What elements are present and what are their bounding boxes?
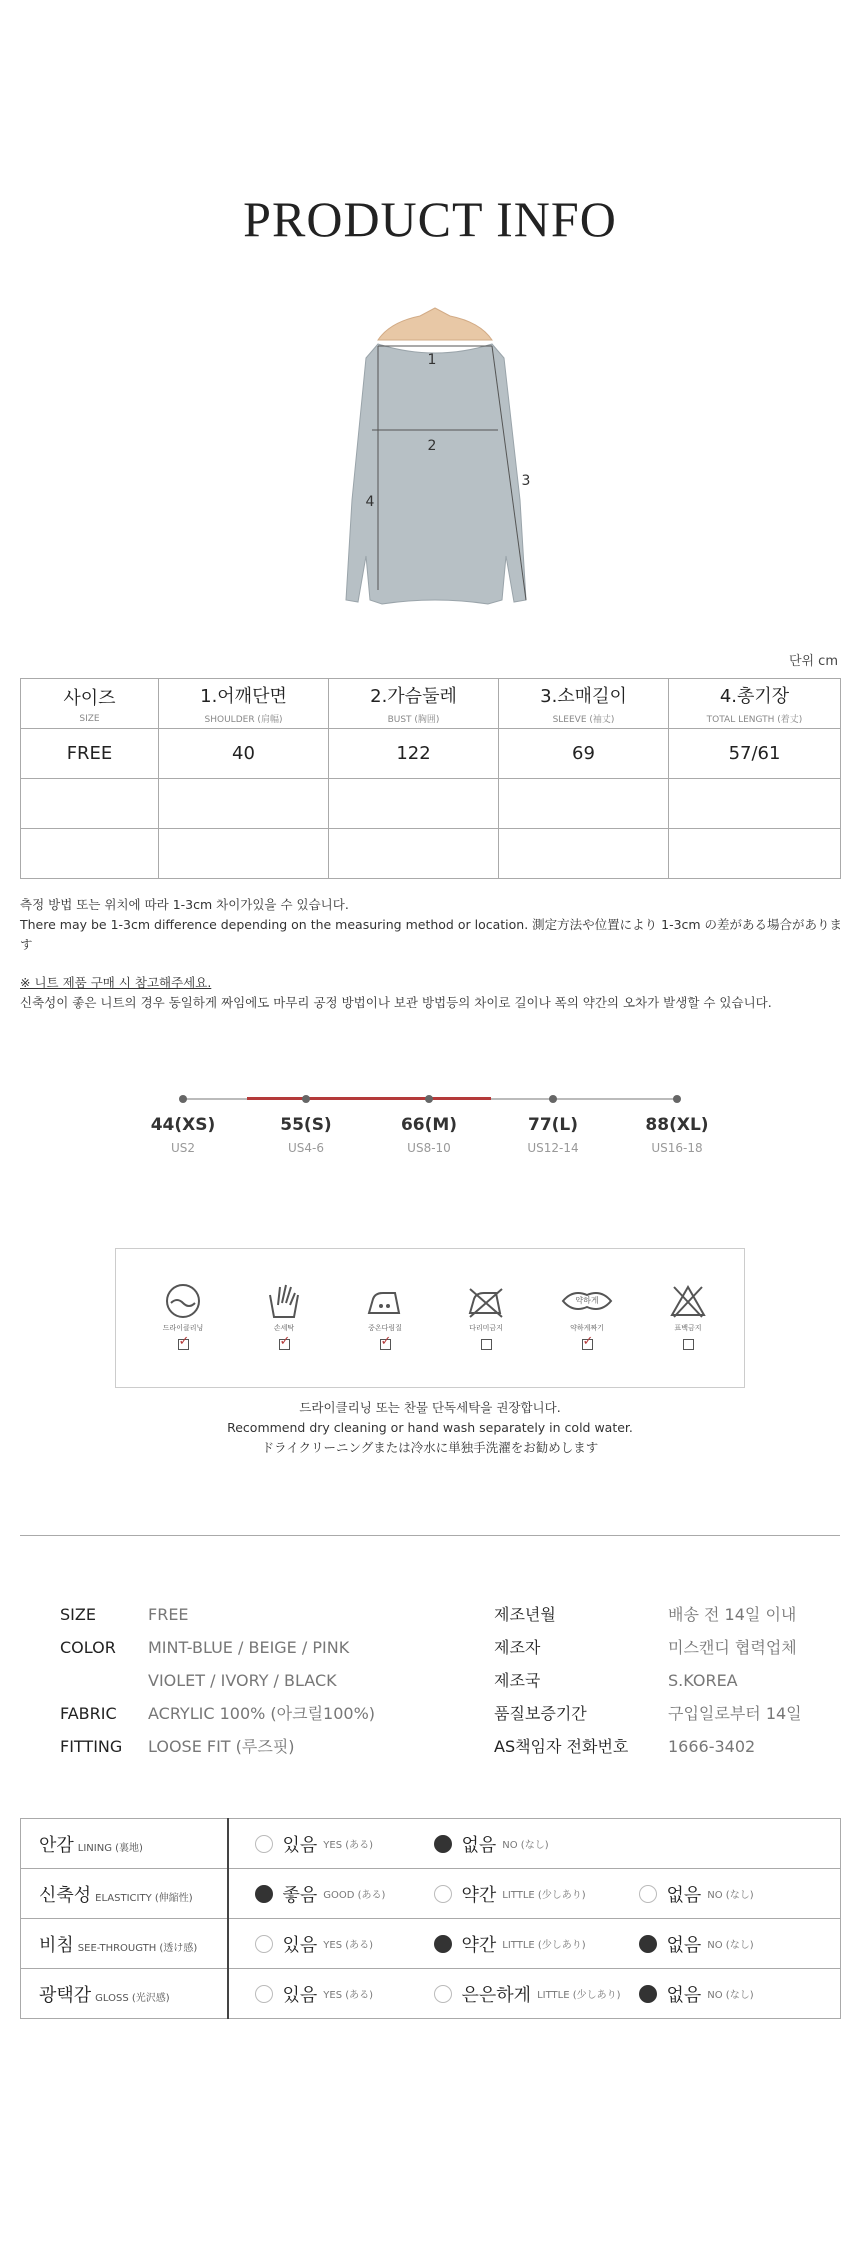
- table-row: [21, 779, 841, 829]
- property-label: 비침 SEE-THROUGTH (透け感): [21, 1919, 228, 1969]
- no-bleach-icon: [668, 1281, 708, 1321]
- radio-option: [434, 1985, 452, 2003]
- care-instructions-panel: [115, 1248, 745, 1388]
- scale-point: [423, 1093, 435, 1105]
- radio-option: [434, 1835, 452, 1853]
- radio-option: [255, 1835, 273, 1853]
- property-label: 안감 LINING (裏地): [21, 1819, 228, 1869]
- header-shoulder: 1.어깨단면 SHOULDER (肩幅): [159, 679, 329, 729]
- table-cell: [669, 779, 841, 829]
- property-option: 약간 LITTLE (少しあり): [408, 1919, 613, 1969]
- size-scale: [120, 1080, 740, 1190]
- spec-row: 제조년월 배송 전 14일 이내: [494, 1605, 797, 1624]
- spec-list-left: [60, 1598, 375, 1763]
- property-option: 없음 NO (なし): [613, 1969, 841, 2019]
- table-cell: 122: [329, 729, 499, 779]
- section-divider: [20, 1535, 840, 1536]
- property-option: 약간 LITTLE (少しあり): [408, 1869, 613, 1919]
- property-option: 있음 YES (ある): [228, 1919, 408, 1969]
- header-size: 사이즈 SIZE: [21, 679, 159, 729]
- property-option: 은은하게 LITTLE (少しあり): [408, 1969, 613, 2019]
- property-option: 있음 YES (ある): [228, 1969, 408, 2019]
- care-checkbox: [582, 1339, 593, 1350]
- page-title: PRODUCT INFO: [243, 191, 617, 247]
- iron-medium-icon: [365, 1281, 405, 1321]
- spec-row: AS책임자 전화번호 1666-3402: [494, 1737, 756, 1756]
- table-cell: [159, 779, 329, 829]
- property-option: 좋음 GOOD (ある): [228, 1869, 408, 1919]
- scale-point: [177, 1093, 189, 1105]
- radio-option: [639, 1885, 657, 1903]
- garment-measurement-diagram: [320, 300, 550, 620]
- care-item-no-bleach: 표백금지: [648, 1281, 728, 1350]
- care-checkbox: [481, 1339, 492, 1350]
- size-table-header: [21, 679, 841, 729]
- table-cell: [329, 779, 499, 829]
- radio-option: [434, 1935, 452, 1953]
- property-row-elasticity: [21, 1869, 841, 1919]
- measure-label-3: 3: [521, 473, 531, 489]
- knit-notice-title: ※ 니트 제품 구매 시 참고해주세요.: [20, 975, 212, 990]
- hand-wash-icon: [264, 1281, 304, 1321]
- measure-label-2: 2: [427, 438, 437, 454]
- scale-label-s: 55(S) US4-6: [280, 1115, 332, 1155]
- care-item-hand-wash: 손세탁 ✓: [244, 1281, 324, 1350]
- scale-label-xs: 44(XS) US2: [150, 1115, 216, 1155]
- care-checkbox: [380, 1339, 391, 1350]
- no-iron-icon: [466, 1281, 506, 1321]
- radio-option: [255, 1885, 273, 1903]
- spec-row: 제조국 S.KOREA: [494, 1671, 738, 1690]
- property-option: 없음 NO (なし): [408, 1819, 613, 1869]
- spec-list-right: [494, 1598, 802, 1763]
- wash-note: 드라이클리닝 또는 찬물 단독세탁을 권장합니다. Recommend dry cleaning or hand wash separately in cold water. ドライクリーニングまたは冷水に単独手洗濯をお勧めします: [227, 1400, 633, 1455]
- property-label: 광택감 GLOSS (光沢感): [21, 1969, 228, 2019]
- table-cell: [21, 829, 159, 879]
- svg-text:약하게: 약하게: [575, 1296, 599, 1305]
- header-total-length: 4.총기장 TOTAL LENGTH (着丈): [669, 679, 841, 729]
- spec-row: FITTING LOOSE FIT (루즈핏): [60, 1737, 295, 1756]
- care-item-dry-clean: 드라이클리닝 ✓: [143, 1281, 223, 1350]
- sweater-body: [346, 344, 526, 604]
- scale-range-highlight: [247, 1097, 491, 1100]
- property-option: 없음 NO (なし): [613, 1919, 841, 1969]
- dry-clean-icon: [163, 1281, 203, 1321]
- care-item-iron-medium: 중온다림질 ✓: [345, 1281, 425, 1350]
- spec-row: VIOLET / IVORY / BLACK: [148, 1671, 337, 1690]
- header-bust: 2.가슴둘레 BUST (胸囲): [329, 679, 499, 729]
- note-line-en-jp: There may be 1-3cm difference depending on the measuring method or location. 測定方法や位置により 1-3cm の差がある場合があります: [20, 917, 843, 952]
- property-label: 신축성 ELASTICITY (伸縮性): [21, 1869, 228, 1919]
- table-cell: [499, 779, 669, 829]
- header-sleeve: 3.소매길이 SLEEVE (袖丈): [499, 679, 669, 729]
- radio-option: [639, 1985, 657, 2003]
- care-checkbox: [683, 1339, 694, 1350]
- scale-point: [300, 1093, 312, 1105]
- table-row: [21, 829, 841, 879]
- measure-label-1: 1: [427, 352, 437, 368]
- table-cell: [499, 829, 669, 879]
- spec-row: COLOR MINT-BLUE / BEIGE / PINK: [60, 1638, 350, 1657]
- care-item-gentle-wring: 약하게 약하게짜기 ✓: [547, 1281, 627, 1350]
- table-cell: [669, 829, 841, 879]
- table-cell: 40: [159, 729, 329, 779]
- table-cell: FREE: [21, 729, 159, 779]
- spec-row: FABRIC ACRYLIC 100% (아크릴100%): [60, 1704, 376, 1723]
- spec-row: 품질보증기간 구입일로부터 14일: [494, 1704, 802, 1723]
- care-item-no-iron: 다리미금지: [446, 1281, 526, 1350]
- unit-label: 단위 cm: [788, 654, 838, 669]
- size-table: [20, 678, 841, 879]
- property-row-lining: [21, 1819, 841, 1869]
- table-cell: 57/61: [669, 729, 841, 779]
- hanger: [378, 308, 492, 340]
- gentle-wring-icon: [559, 1281, 615, 1321]
- knit-notice-body: 신축성이 좋은 니트의 경우 동일하게 짜임에도 마무리 공정 방법이나 보관 방법등의 차이로 길이나 폭의 약간의 오차가 발생할 수 있습니다.: [20, 995, 772, 1010]
- property-option: 있음 YES (ある): [228, 1819, 408, 1869]
- care-checkbox: [279, 1339, 290, 1350]
- scale-label-m: 66(M) US8-10: [400, 1115, 458, 1155]
- scale-label-l: 77(L) US12-14: [527, 1115, 579, 1155]
- measurement-notes: [20, 895, 850, 1013]
- measure-label-4: 4: [365, 494, 375, 510]
- property-option: [613, 1819, 841, 1869]
- property-option: 없음 NO (なし): [613, 1869, 841, 1919]
- spec-row: 제조자 미스캔디 협력업체: [494, 1638, 797, 1657]
- radio-option: [639, 1935, 657, 1953]
- table-cell: 69: [499, 729, 669, 779]
- scale-point: [671, 1093, 683, 1105]
- scale-label-xl: 88(XL) US16-18: [645, 1115, 709, 1155]
- radio-option: [255, 1985, 273, 2003]
- care-checkbox: [178, 1339, 189, 1350]
- table-cell: [329, 829, 499, 879]
- radio-option: [255, 1935, 273, 1953]
- spec-row: SIZE FREE: [60, 1605, 189, 1624]
- property-row-gloss: [21, 1969, 841, 2019]
- fabric-properties-table: [20, 1818, 841, 2019]
- note-line-ko: 측정 방법 또는 위치에 따라 1-3cm 차이가있을 수 있습니다.: [20, 897, 349, 912]
- property-row-see-through: [21, 1919, 841, 1969]
- scale-point: [547, 1093, 559, 1105]
- table-cell: [21, 779, 159, 829]
- table-row: [21, 729, 841, 779]
- radio-option: [434, 1885, 452, 1903]
- table-cell: [159, 829, 329, 879]
